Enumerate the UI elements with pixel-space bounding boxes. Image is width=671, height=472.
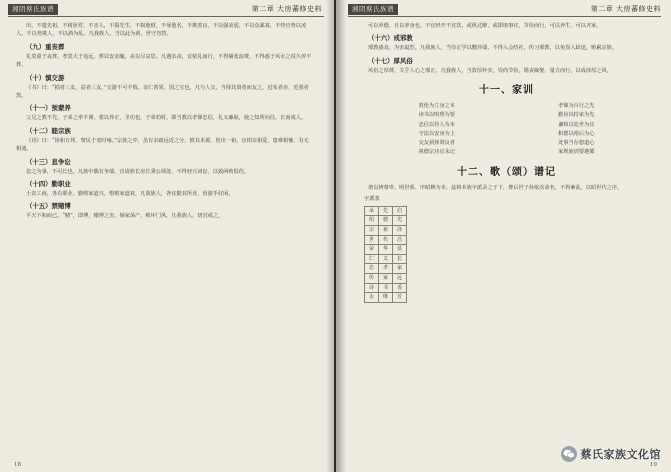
table-cell: 显 [393,245,407,255]
family-instructions-poem [372,102,641,157]
paragraph: 讼之为事，不可长也。凡族中偶有争端，宜请族长房长秉公调处，不得轻兴词讼，以致两败俱伤。 [26,168,250,175]
paragraph: 平天下和而已。“赌”，即博，赌博之害，倾家荡产，败坏门风，凡我族人，切宜戒之。 [26,213,224,220]
table-cell: 代 [379,235,393,245]
table-cell: 祖 [379,226,393,236]
poem-line: 家规族训要遵循 [558,149,595,156]
table-cell: 承 [365,206,379,216]
poem-line: 勤俭以持家为先 [558,112,595,119]
table-cell: 绍 [365,216,379,226]
page-number: 18 [14,462,21,468]
table-cell: 传 [365,274,379,284]
table-cell: 家 [393,264,407,274]
section-heading: （十三）息争讼 [26,157,71,166]
right-page [336,0,671,472]
chapter-title: 第二章 大房蕃修史料 [251,5,322,13]
book-title: 湘阴蔡氏族谱 [348,4,398,15]
table-cell: 华 [379,245,393,255]
table-cell: 远 [393,274,407,284]
paragraph: 谱以辨尊卑、明世系、序昭穆为本。兹将本族字派录之于下，俾后世子孙依次命名，不得紊乱，以昭世代之序。 [368,185,623,192]
table-cell: 光 [393,216,407,226]
table-row [365,264,407,274]
table-cell: 先 [379,206,393,216]
section-heading: （九）重丧葬 [26,42,65,51]
table-cell: 书 [379,283,393,293]
watermark [561,446,662,462]
paragraph: 父兄之教不先，子弟之率不谨。蒙以养正，圣功也。子弟幼时，即当教以孝悌忠信，礼义廉耻，使之知所向往，长而成人。 [26,115,307,122]
table-cell: 永 [365,293,379,303]
table-row [365,226,407,236]
right-page-body [358,22,655,458]
section-heading: （十七）厚风俗 [368,56,413,65]
section-title-genealogy-song: 十二、歌（颂）谱记 [457,167,556,179]
page-header [8,2,324,17]
paragraph: 邪教惑众，为害最烈。凡我族人，当崇正学以黜异端，不得入会结社，传习邪教，以免误入歧途，贻累宗族。 [368,45,618,52]
poem-line: 祖德宗功宜永记 [418,149,455,156]
section-heading: （十五）禁赌博 [26,202,71,211]
left-page-body [16,22,312,458]
poem-line: 读书以明理为要 [418,112,455,119]
poem-line: 敦伦为立身之本 [418,103,455,110]
table-cell: 香 [393,283,407,293]
poem-line: 谦和以处世为宜 [558,121,595,128]
section-heading: （十二）睦宗族 [26,126,71,135]
page-header [348,2,661,17]
table-row [365,245,407,255]
section-heading: （十四）勤职业 [26,180,71,189]
table-cell: 德 [379,216,393,226]
paragraph: 士农工商，各有职业。勤则家道兴，惰则家道衰。凡我族人，各宜勤其所业，毋游手好闲。 [26,191,234,198]
table-row [365,283,407,293]
section-heading: （十一）预蒙养 [26,104,71,113]
generation-table [364,206,407,303]
table-cell: 忠 [365,264,379,274]
paragraph: 《书》曰：“损者三友，益者三友。”交游不可不慎。亲仁善邻，国之宝也。凡与人交，当择其贤者而友之，近朱者赤，近墨者黑。 [16,84,309,100]
table-row [365,235,407,245]
table-cell: 世 [365,235,379,245]
table-cell: 义 [379,254,393,264]
wechat-logo-icon [561,446,577,462]
table-cell: 长 [393,254,407,264]
table-cell: 泽 [393,226,407,236]
left-page [0,0,334,472]
right-top-sections [358,22,655,75]
table-row [365,254,407,264]
poem-line: 守法以安身为上 [418,130,455,137]
table-cell: 荣 [365,245,379,255]
paragraph: 风俗之厚薄，关乎人心之邪正。凡我族人，当敦厚朴实，崇尚节俭，婚丧嫁娶，量力而行，以成淳厚之风。 [368,67,612,74]
table-cell: 继 [379,293,393,303]
table-row [365,293,407,303]
poem-line: 积德以裕后为心 [558,130,595,137]
book-title: 湘阴蔡氏族谱 [8,4,58,15]
table-cell: 诗 [365,283,379,293]
poem-line: 忠信以待人为本 [418,121,455,128]
watermark-text: 蔡氏家族文化馆 [580,448,661,461]
table-cell: 仁 [365,254,379,264]
paragraph: 可以养德，且以养身也。不宜轻开不宜饮，或纵过醉，或即诸事宜，节俭而行，可以养生，可以齐家。 [368,23,602,29]
book-gutter [326,0,346,472]
table-cell: 启 [393,206,407,216]
table-cell: 家 [379,274,393,284]
table-cell: 孝 [379,264,393,274]
paragraph: 《诗》曰：“协和万邦，黎民于变时雍。”宗族之中，虽有亲疏远近之分，推其本源，皆出一祖。宜相亲相爱，患难相恤，有无相通。 [16,137,309,153]
poem-line: 孝悌为百行之先 [558,103,595,110]
table-row [365,206,407,216]
poem-line: 交友须择贤良者 [418,140,455,147]
page-number: 19 [650,462,657,468]
chapter-title: 第二章 大房蕃修史料 [590,5,661,13]
table-cell: 宗 [365,226,379,236]
paragraph: 礼莫重于丧葬，孝莫大于追远。葬以安亲魄，丧以尽哀思。凡遇亲丧，宜依礼而行，不得铺张浪费，不得惑于风水之说久停不葬。 [16,53,312,69]
table-row [365,274,407,284]
table-cell: 芳 [393,293,407,303]
table-caption: 字派表 [364,195,380,202]
section-heading: （十）慎交游 [26,73,65,82]
table-cell: 昌 [393,235,407,245]
table-row [365,216,407,226]
poem-line: 处事当存恕道心 [558,140,595,147]
paragraph: 出，不遗先祖，不树匪党，不害人，不损先生，不损他财，不辱他名，不欺善良，不以强凌弱，不以众暴寡，不恃官势以凌人。不以势欺人，不以酒为乱。凡我族人，当以此为训，世守勿替。 [16,23,307,38]
section-heading: （十六）戒邪教 [368,34,413,43]
section-title-family-instructions: 十一、家训 [479,85,534,97]
